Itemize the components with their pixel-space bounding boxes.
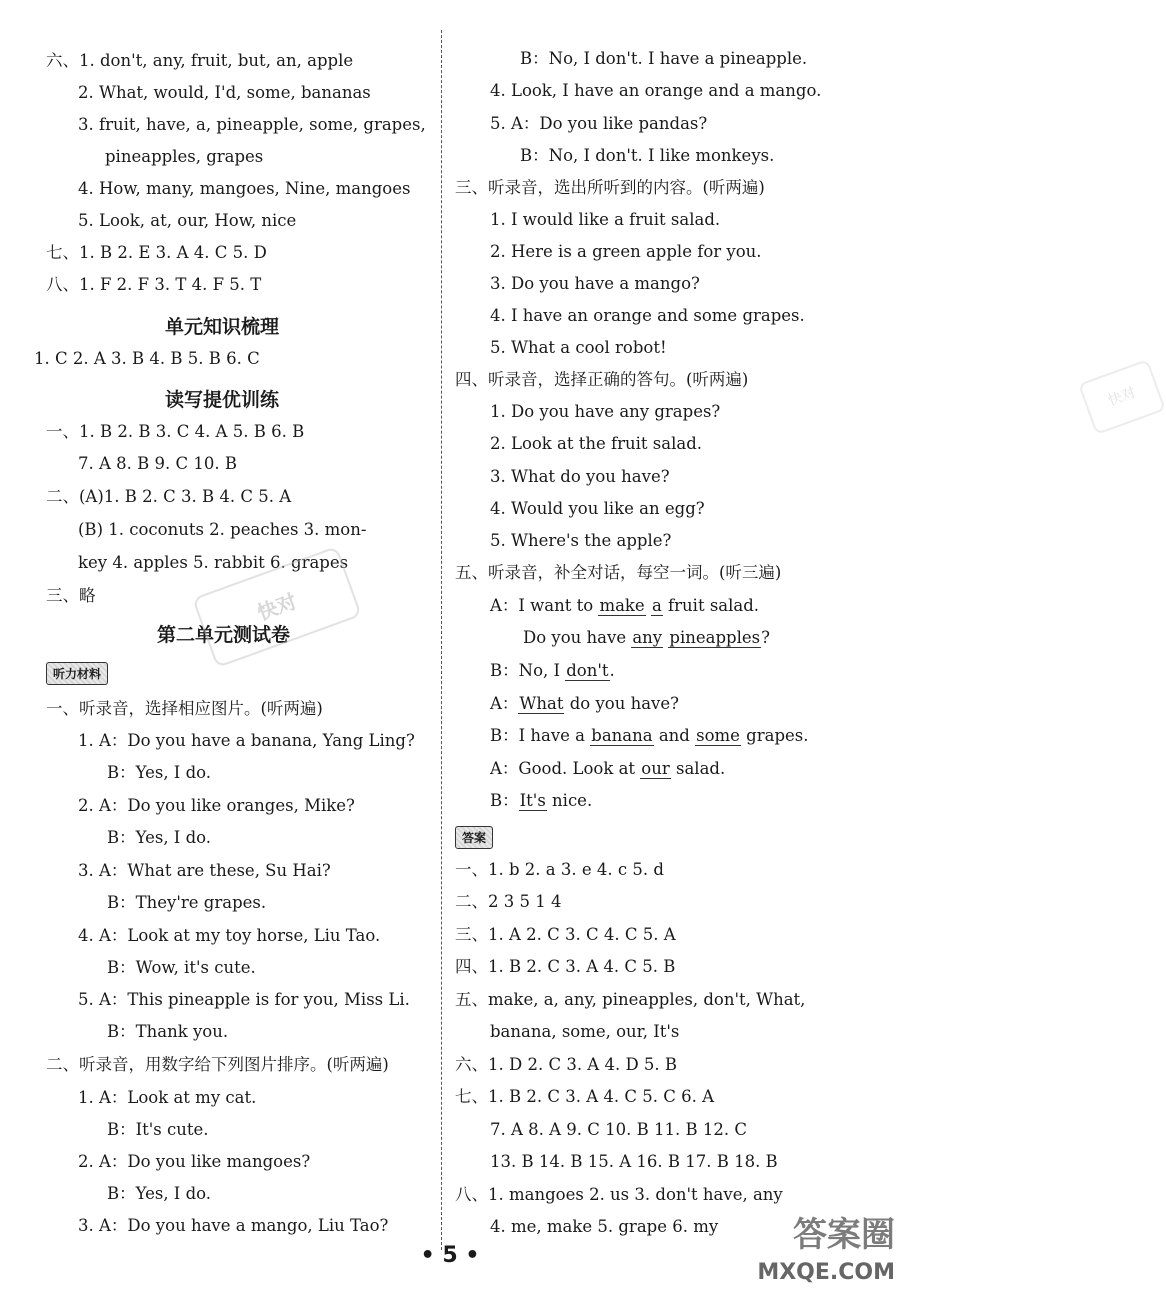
dialogue-line: 1. A：Do you have a banana, Yang Ling? — [78, 731, 415, 750]
filled-blank: our — [641, 759, 670, 778]
answer-line: 七、1. B 2. C 3. A 4. C 5. C 6. A — [455, 1087, 714, 1106]
answer-line: 二、2 3 5 1 4 — [455, 892, 562, 911]
dialogue-line: 2. A：Do you like oranges, Mike? — [78, 796, 355, 815]
dialogue-line: B：No, I don't. I like monkeys. — [520, 146, 775, 165]
text: do you have? — [564, 694, 679, 713]
dialogue-line: B：They're grapes. — [107, 893, 267, 912]
filled-blank: make — [599, 596, 645, 615]
answer-line: 二、(A)1. B 2. C 3. B 4. C 5. A — [46, 487, 292, 506]
filled-blank: banana — [591, 726, 653, 745]
answer-line: 7. A 8. B 9. C 10. B — [78, 454, 237, 473]
section-heading: 单元知识梳理 — [165, 316, 280, 338]
fill-dialogue-line — [490, 595, 759, 617]
section-heading: 读写提优训练 — [165, 389, 280, 411]
dialogue-line: B：No, I don't. I have a pineapple. — [520, 49, 808, 68]
text: fruit salad. — [662, 596, 760, 615]
answer-line: 五、make, a, any, pineapples, don't, What, — [455, 990, 806, 1009]
dialogue-line: 4. Look, I have an orange and a mango. — [490, 81, 822, 100]
fill-dialogue-line — [490, 790, 592, 812]
fill-dialogue-line — [490, 758, 725, 780]
dialogue-line: B：It's cute. — [107, 1120, 209, 1139]
site-watermark — [725, 1212, 895, 1297]
filled-blank: some — [696, 726, 740, 745]
dialogue-line: 4. A：Look at my toy horse, Liu Tao. — [78, 926, 381, 945]
answer-line: 4. me, make 5. grape 6. my — [490, 1217, 719, 1236]
answer-line: 一、1. B 2. B 3. C 4. A 5. B 6. B — [46, 422, 305, 441]
filled-blank: What — [519, 694, 564, 713]
answer-line: banana, some, our, It's — [490, 1022, 680, 1041]
answer-line: 7. A 8. A 9. C 10. B 11. B 12. C — [490, 1120, 747, 1139]
text: grapes. — [740, 726, 809, 745]
text: A：I want to — [490, 596, 599, 615]
watermark-logo-text: 答案圈 — [793, 1215, 895, 1255]
dialogue-line: B：Thank you. — [107, 1022, 229, 1041]
dialogue-line: B：Yes, I do. — [107, 763, 212, 782]
sentence-line: 4. Would you like an egg? — [490, 499, 705, 518]
filled-blank: pineapples — [669, 628, 761, 647]
dialogue-line: B：Wow, it's cute. — [107, 958, 256, 977]
filled-blank: It's — [519, 791, 546, 810]
sentence-line: 2. Look at the fruit salad. — [490, 434, 703, 453]
answer-line: 六、1. don't, any, fruit, but, an, apple — [46, 51, 354, 70]
text: . — [609, 661, 615, 680]
dialogue-line: B：Yes, I do. — [107, 828, 212, 847]
answer-line: 13. B 14. B 15. A 16. B 17. B 18. B — [490, 1152, 778, 1171]
listening-material-tag: 听力材料 — [46, 662, 108, 685]
answer-line: pineapples, grapes — [105, 147, 264, 166]
fill-dialogue-line — [490, 660, 615, 682]
answer-line: (B) 1. coconuts 2. peaches 3. mon- — [78, 520, 367, 539]
text: nice. — [546, 791, 593, 810]
answer-line: 八、1. mangoes 2. us 3. don't have, any — [455, 1185, 783, 1204]
filled-blank: a — [651, 596, 662, 615]
sentence-line: 4. I have an orange and some grapes. — [490, 306, 805, 325]
page-number: • 5 • — [420, 1243, 480, 1268]
dialogue-line: 3. A：What are these, Su Hai? — [78, 861, 331, 880]
question-heading: 一、听录音，选择相应图片。(听两遍) — [46, 699, 323, 718]
sentence-line: 3. Do you have a mango? — [490, 274, 700, 293]
sentence-line: 1. I would like a fruit salad. — [490, 210, 721, 229]
answer-line: 一、1. b 2. a 3. e 4. c 5. d — [455, 860, 664, 879]
answer-line: 八、1. F 2. F 3. T 4. F 5. T — [46, 275, 262, 294]
text: A：Good. Look at — [490, 759, 641, 778]
watermark-url: MXQE.COM — [757, 1260, 895, 1285]
dialogue-line: 3. A：Do you have a mango, Liu Tao? — [78, 1216, 389, 1235]
answer-line: 七、1. B 2. E 3. A 4. C 5. D — [46, 243, 267, 262]
filled-blank: any — [632, 628, 663, 647]
answer-line: 3. fruit, have, a, pineapple, some, grapes, — [78, 115, 426, 134]
dialogue-line: 1. A：Look at my cat. — [78, 1088, 257, 1107]
question-heading: 五、听录音，补全对话，每空一词。(听三遍) — [455, 563, 782, 582]
answer-line: key 4. apples 5. rabbit 6. grapes — [78, 553, 349, 572]
answer-tag: 答案 — [455, 826, 493, 849]
dialogue-line: 5. A：This pineapple is for you, Miss Li. — [78, 990, 410, 1009]
sentence-line: 5. Where's the apple? — [490, 531, 672, 550]
sentence-line: 5. What a cool robot! — [490, 338, 667, 357]
sentence-line: 1. Do you have any grapes? — [490, 402, 721, 421]
text: salad. — [670, 759, 726, 778]
dialogue-line: 5. A：Do you like pandas? — [490, 114, 708, 133]
question-heading: 四、听录音，选择正确的答句。(听两遍) — [455, 370, 749, 389]
answer-line: 4. How, many, mangoes, Nine, mangoes — [78, 179, 411, 198]
fill-dialogue-line — [490, 725, 809, 747]
answer-line: 六、1. D 2. C 3. A 4. D 5. B — [455, 1055, 678, 1074]
text: B： — [490, 791, 519, 810]
text: B：No, I — [490, 661, 566, 680]
answer-line: 5. Look, at, our, How, nice — [78, 211, 297, 230]
fill-dialogue-line — [490, 693, 679, 715]
sentence-line: 2. Here is a green apple for you. — [490, 242, 762, 261]
answer-line: 1. C 2. A 3. B 4. B 5. B 6. C — [34, 349, 260, 368]
answer-line: 四、1. B 2. C 3. A 4. C 5. B — [455, 957, 676, 976]
answer-line: 三、略 — [46, 586, 96, 605]
dialogue-line: B：Yes, I do. — [107, 1184, 212, 1203]
filled-blank: don't — [566, 661, 609, 680]
watermark-stamp: 快对 — [192, 546, 362, 668]
text: A： — [490, 694, 519, 713]
question-heading: 二、听录音，用数字给下列图片排序。(听两遍) — [46, 1055, 389, 1074]
answer-line: 三、1. A 2. C 3. C 4. C 5. A — [455, 925, 676, 944]
column-divider — [441, 30, 442, 1250]
watermark-stamp: 快对 — [1078, 359, 1166, 435]
dialogue-line: 2. A：Do you like mangoes? — [78, 1152, 311, 1171]
fill-dialogue-line — [523, 627, 770, 649]
question-heading: 三、听录音，选出所听到的内容。(听两遍) — [455, 178, 765, 197]
sentence-line: 3. What do you have? — [490, 467, 670, 486]
text: ? — [761, 628, 770, 647]
text: B：I have a — [490, 726, 591, 745]
text: Do you have — [523, 628, 632, 647]
test-title: 第二单元测试卷 — [157, 624, 291, 646]
text: and — [653, 726, 696, 745]
answer-line: 2. What, would, I'd, some, bananas — [78, 83, 371, 102]
